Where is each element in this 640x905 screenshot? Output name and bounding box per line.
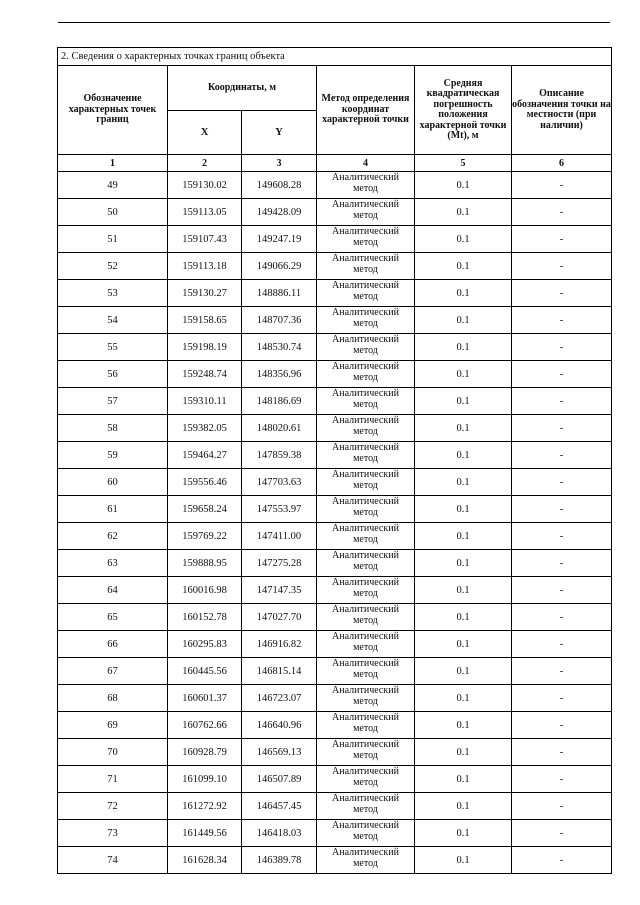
- accuracy-value: 0.1: [415, 388, 512, 415]
- coordinate-y: 148886.11: [242, 280, 317, 307]
- coordinate-x: 159769.22: [168, 523, 242, 550]
- method-line-1: Аналитический: [332, 550, 399, 561]
- accuracy-value: 0.1: [415, 793, 512, 820]
- column-numbers-row: [58, 155, 612, 172]
- coordinate-y: 146457.45: [242, 793, 317, 820]
- accuracy-value: 0.1: [415, 739, 512, 766]
- accuracy-value: 0.1: [415, 307, 512, 334]
- accuracy-value: 0.1: [415, 226, 512, 253]
- method-cell: [317, 496, 415, 523]
- method-line-2: метод: [353, 507, 378, 518]
- method-cell: [317, 820, 415, 847]
- method-cell: [317, 199, 415, 226]
- point-number: 67: [58, 658, 168, 685]
- point-number: 51: [58, 226, 168, 253]
- description-value: -: [512, 766, 612, 793]
- coordinate-x: 160762.66: [168, 712, 242, 739]
- point-number: 57: [58, 388, 168, 415]
- point-number: 62: [58, 523, 168, 550]
- accuracy-value: 0.1: [415, 820, 512, 847]
- coordinate-x: 159158.65: [168, 307, 242, 334]
- table-row: [58, 847, 612, 874]
- method-line-1: Аналитический: [332, 739, 399, 750]
- method-cell: [317, 604, 415, 631]
- method-line-1: Аналитический: [332, 712, 399, 723]
- method-line-1: Аналитический: [332, 307, 399, 318]
- point-number: 52: [58, 253, 168, 280]
- column-number: 1: [58, 155, 168, 172]
- method-line-2: метод: [353, 237, 378, 248]
- method-cell: [317, 307, 415, 334]
- table-row: [58, 631, 612, 658]
- accuracy-value: 0.1: [415, 631, 512, 658]
- column-number: 3: [242, 155, 317, 172]
- point-number: 66: [58, 631, 168, 658]
- coordinate-x: 161628.34: [168, 847, 242, 874]
- description-value: -: [512, 172, 612, 199]
- coordinate-y: 149428.09: [242, 199, 317, 226]
- point-number: 53: [58, 280, 168, 307]
- description-value: -: [512, 253, 612, 280]
- coordinate-y: 146418.03: [242, 820, 317, 847]
- method-line-2: метод: [353, 183, 378, 194]
- method-line-1: Аналитический: [332, 577, 399, 588]
- accuracy-value: 0.1: [415, 172, 512, 199]
- method-line-1: Аналитический: [332, 199, 399, 210]
- method-line-2: метод: [353, 777, 378, 788]
- method-line-2: метод: [353, 696, 378, 707]
- accuracy-value: 0.1: [415, 766, 512, 793]
- accuracy-value: 0.1: [415, 685, 512, 712]
- coordinate-y: 147027.70: [242, 604, 317, 631]
- method-line-1: Аналитический: [332, 523, 399, 534]
- method-cell: [317, 415, 415, 442]
- method-cell: [317, 388, 415, 415]
- coordinate-y: 147411.00: [242, 523, 317, 550]
- table-row: [58, 415, 612, 442]
- table-row: [58, 496, 612, 523]
- method-line-1: Аналитический: [332, 388, 399, 399]
- header-accuracy: Средняя квадратическая погрешность положения характерной точки (Mt), м: [415, 66, 512, 155]
- accuracy-value: 0.1: [415, 253, 512, 280]
- point-number: 74: [58, 847, 168, 874]
- table-body: [58, 172, 612, 874]
- accuracy-value: 0.1: [415, 334, 512, 361]
- description-value: -: [512, 523, 612, 550]
- table-row: [58, 820, 612, 847]
- coordinate-x: 159556.46: [168, 469, 242, 496]
- method-line-1: Аналитический: [332, 442, 399, 453]
- point-number: 60: [58, 469, 168, 496]
- coordinate-y: 146640.96: [242, 712, 317, 739]
- description-value: -: [512, 307, 612, 334]
- method-cell: [317, 442, 415, 469]
- point-number: 49: [58, 172, 168, 199]
- coordinate-y: 147859.38: [242, 442, 317, 469]
- coordinate-x: 161099.10: [168, 766, 242, 793]
- method-line-1: Аналитический: [332, 415, 399, 426]
- table-row: [58, 793, 612, 820]
- method-cell: [317, 685, 415, 712]
- top-rule: [58, 22, 610, 23]
- coordinate-x: 159113.05: [168, 199, 242, 226]
- section-title: 2. Сведения о характерных точках границ объекта: [58, 48, 612, 66]
- coordinate-y: 148707.36: [242, 307, 317, 334]
- coordinate-x: 160152.78: [168, 604, 242, 631]
- coordinate-x: 159658.24: [168, 496, 242, 523]
- method-line-2: метод: [353, 750, 378, 761]
- description-value: -: [512, 199, 612, 226]
- point-number: 65: [58, 604, 168, 631]
- method-cell: [317, 793, 415, 820]
- description-value: -: [512, 469, 612, 496]
- coordinate-y: 146815.14: [242, 658, 317, 685]
- method-cell: [317, 739, 415, 766]
- method-line-2: метод: [353, 858, 378, 869]
- table-row: [58, 658, 612, 685]
- method-line-2: метод: [353, 804, 378, 815]
- method-cell: [317, 658, 415, 685]
- accuracy-value: 0.1: [415, 712, 512, 739]
- table-row: [58, 172, 612, 199]
- description-value: -: [512, 442, 612, 469]
- accuracy-value: 0.1: [415, 496, 512, 523]
- coordinate-x: 159113.18: [168, 253, 242, 280]
- table-row: [58, 523, 612, 550]
- header-point-designation: Обозначение характерных точек границ: [58, 66, 168, 155]
- header-x: X: [168, 111, 242, 155]
- table-row: [58, 388, 612, 415]
- accuracy-value: 0.1: [415, 361, 512, 388]
- accuracy-value: 0.1: [415, 280, 512, 307]
- method-line-2: метод: [353, 426, 378, 437]
- accuracy-value: 0.1: [415, 199, 512, 226]
- method-line-2: метод: [353, 615, 378, 626]
- table-row: [58, 577, 612, 604]
- coordinate-y: 148356.96: [242, 361, 317, 388]
- accuracy-value: 0.1: [415, 550, 512, 577]
- table-row: [58, 280, 612, 307]
- coordinate-y: 147553.97: [242, 496, 317, 523]
- table-row: [58, 739, 612, 766]
- description-value: -: [512, 361, 612, 388]
- header-description: Описание обозначения точки на местности (при наличии): [512, 66, 612, 155]
- method-line-2: метод: [353, 399, 378, 410]
- point-number: 61: [58, 496, 168, 523]
- point-number: 54: [58, 307, 168, 334]
- point-number: 71: [58, 766, 168, 793]
- coordinate-x: 159382.05: [168, 415, 242, 442]
- method-cell: [317, 172, 415, 199]
- point-number: 70: [58, 739, 168, 766]
- coordinate-x: 159107.43: [168, 226, 242, 253]
- point-number: 69: [58, 712, 168, 739]
- header-row: [58, 66, 612, 111]
- table-row: [58, 685, 612, 712]
- method-cell: [317, 550, 415, 577]
- point-number: 72: [58, 793, 168, 820]
- coordinate-x: 159888.95: [168, 550, 242, 577]
- description-value: -: [512, 550, 612, 577]
- coordinate-x: 161272.92: [168, 793, 242, 820]
- coordinate-y: 146507.89: [242, 766, 317, 793]
- column-number: 6: [512, 155, 612, 172]
- coordinate-x: 160601.37: [168, 685, 242, 712]
- coordinate-x: 159310.11: [168, 388, 242, 415]
- coordinate-x: 159130.27: [168, 280, 242, 307]
- method-line-1: Аналитический: [332, 793, 399, 804]
- method-line-1: Аналитический: [332, 820, 399, 831]
- method-cell: [317, 847, 415, 874]
- method-line-1: Аналитический: [332, 280, 399, 291]
- method-cell: [317, 523, 415, 550]
- description-value: -: [512, 577, 612, 604]
- description-value: -: [512, 847, 612, 874]
- coordinate-y: 148530.74: [242, 334, 317, 361]
- accuracy-value: 0.1: [415, 577, 512, 604]
- description-value: -: [512, 280, 612, 307]
- method-line-2: метод: [353, 561, 378, 572]
- method-line-2: метод: [353, 291, 378, 302]
- point-number: 63: [58, 550, 168, 577]
- description-value: -: [512, 739, 612, 766]
- description-value: -: [512, 658, 612, 685]
- coordinate-y: 146569.13: [242, 739, 317, 766]
- method-line-1: Аналитический: [332, 226, 399, 237]
- method-line-1: Аналитический: [332, 253, 399, 264]
- method-line-1: Аналитический: [332, 334, 399, 345]
- description-value: -: [512, 631, 612, 658]
- column-number: 4: [317, 155, 415, 172]
- description-value: -: [512, 604, 612, 631]
- method-cell: [317, 712, 415, 739]
- method-line-2: метод: [353, 669, 378, 680]
- method-line-2: метод: [353, 318, 378, 329]
- table-row: [58, 712, 612, 739]
- description-value: -: [512, 415, 612, 442]
- method-cell: [317, 631, 415, 658]
- table-row: [58, 361, 612, 388]
- description-value: -: [512, 712, 612, 739]
- point-number: 55: [58, 334, 168, 361]
- method-line-2: метод: [353, 642, 378, 653]
- accuracy-value: 0.1: [415, 442, 512, 469]
- coordinate-y: 146723.07: [242, 685, 317, 712]
- accuracy-value: 0.1: [415, 658, 512, 685]
- accuracy-value: 0.1: [415, 604, 512, 631]
- method-line-2: метод: [353, 264, 378, 275]
- coordinate-y: 149247.19: [242, 226, 317, 253]
- point-number: 59: [58, 442, 168, 469]
- description-value: -: [512, 226, 612, 253]
- method-cell: [317, 469, 415, 496]
- method-cell: [317, 253, 415, 280]
- coordinate-y: 147275.28: [242, 550, 317, 577]
- coordinate-x: 160295.83: [168, 631, 242, 658]
- coordinate-x: 159464.27: [168, 442, 242, 469]
- accuracy-value: 0.1: [415, 415, 512, 442]
- method-cell: [317, 334, 415, 361]
- coordinate-y: 147147.35: [242, 577, 317, 604]
- point-number: 64: [58, 577, 168, 604]
- table-row: [58, 199, 612, 226]
- point-number: 50: [58, 199, 168, 226]
- accuracy-value: 0.1: [415, 523, 512, 550]
- method-line-1: Аналитический: [332, 496, 399, 507]
- method-line-1: Аналитический: [332, 361, 399, 372]
- coordinate-x: 161449.56: [168, 820, 242, 847]
- point-number: 56: [58, 361, 168, 388]
- table-row: [58, 766, 612, 793]
- header-y: Y: [242, 111, 317, 155]
- method-line-1: Аналитический: [332, 631, 399, 642]
- point-number: 73: [58, 820, 168, 847]
- coordinate-y: 148020.61: [242, 415, 317, 442]
- description-value: -: [512, 793, 612, 820]
- description-value: -: [512, 388, 612, 415]
- accuracy-value: 0.1: [415, 847, 512, 874]
- coordinate-x: 159130.02: [168, 172, 242, 199]
- table-row: [58, 307, 612, 334]
- coordinate-y: 146389.78: [242, 847, 317, 874]
- method-line-1: Аналитический: [332, 847, 399, 858]
- coordinate-y: 147703.63: [242, 469, 317, 496]
- description-value: -: [512, 334, 612, 361]
- method-cell: [317, 577, 415, 604]
- method-line-1: Аналитический: [332, 172, 399, 183]
- coordinate-y: 149066.29: [242, 253, 317, 280]
- method-line-1: Аналитический: [332, 604, 399, 615]
- method-line-2: метод: [353, 534, 378, 545]
- table-row: [58, 442, 612, 469]
- method-cell: [317, 766, 415, 793]
- coordinate-y: 148186.69: [242, 388, 317, 415]
- coordinate-y: 146916.82: [242, 631, 317, 658]
- coordinate-x: 159248.74: [168, 361, 242, 388]
- method-line-2: метод: [353, 588, 378, 599]
- characteristic-points-table: [57, 47, 612, 874]
- description-value: -: [512, 496, 612, 523]
- header-method: Метод определения координат характерной точки: [317, 66, 415, 155]
- table-row: [58, 604, 612, 631]
- coordinate-x: 160928.79: [168, 739, 242, 766]
- method-line-2: метод: [353, 723, 378, 734]
- description-value: -: [512, 820, 612, 847]
- accuracy-value: 0.1: [415, 469, 512, 496]
- table-row: [58, 550, 612, 577]
- section-title-row: [58, 48, 612, 66]
- method-line-1: Аналитический: [332, 469, 399, 480]
- table-row: [58, 334, 612, 361]
- table-row: [58, 469, 612, 496]
- method-cell: [317, 280, 415, 307]
- coordinate-x: 159198.19: [168, 334, 242, 361]
- column-number: 2: [168, 155, 242, 172]
- method-cell: [317, 361, 415, 388]
- method-line-2: метод: [353, 345, 378, 356]
- method-line-2: метод: [353, 453, 378, 464]
- method-line-1: Аналитический: [332, 658, 399, 669]
- method-line-2: метод: [353, 372, 378, 383]
- table-row: [58, 253, 612, 280]
- method-line-2: метод: [353, 210, 378, 221]
- coordinate-x: 160016.98: [168, 577, 242, 604]
- description-value: -: [512, 685, 612, 712]
- method-line-1: Аналитический: [332, 766, 399, 777]
- header-coordinates: Координаты, м: [168, 66, 317, 111]
- coordinate-y: 149608.28: [242, 172, 317, 199]
- method-line-2: метод: [353, 480, 378, 491]
- method-cell: [317, 226, 415, 253]
- method-line-2: метод: [353, 831, 378, 842]
- point-number: 68: [58, 685, 168, 712]
- coordinate-x: 160445.56: [168, 658, 242, 685]
- method-line-1: Аналитический: [332, 685, 399, 696]
- point-number: 58: [58, 415, 168, 442]
- column-number: 5: [415, 155, 512, 172]
- table-row: [58, 226, 612, 253]
